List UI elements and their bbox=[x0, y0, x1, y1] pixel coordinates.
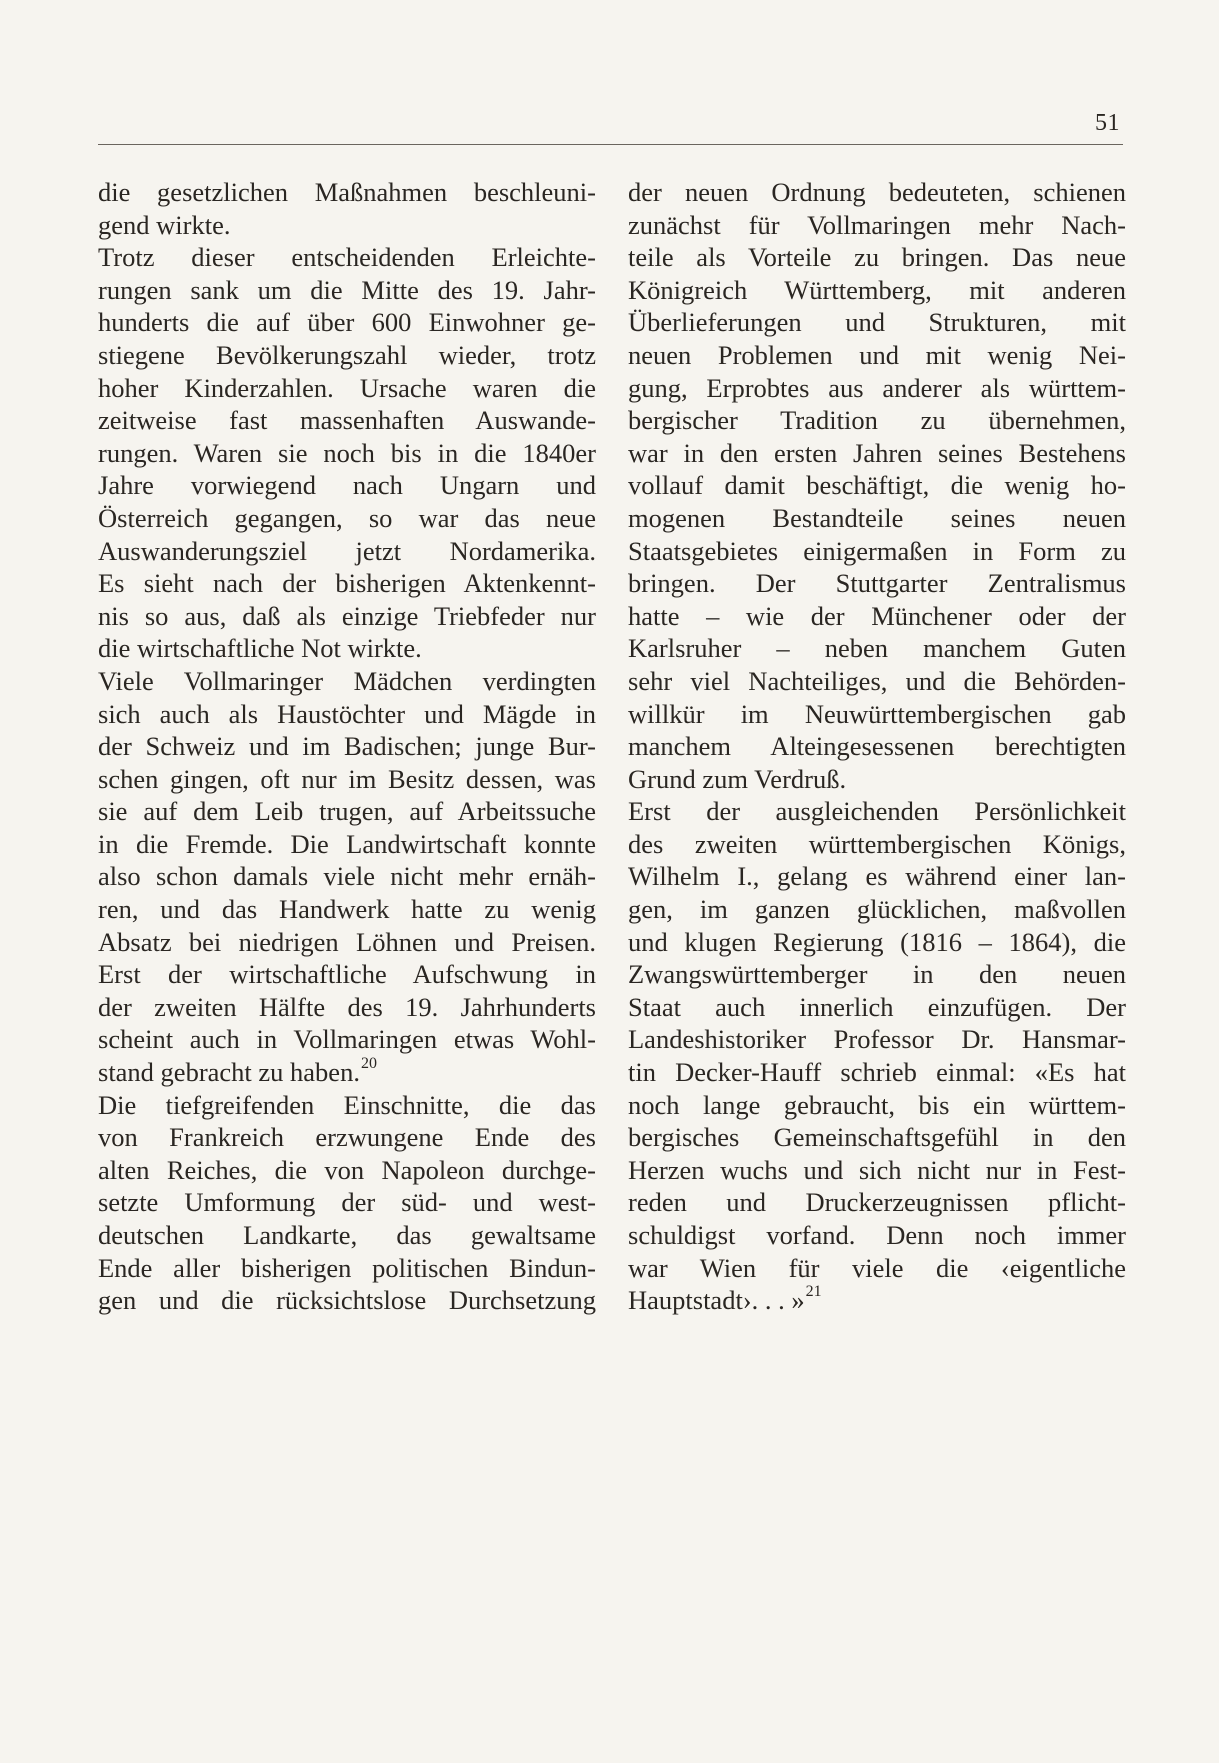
text-line: hunderts die auf über 600 Einwohner ge- bbox=[98, 307, 596, 338]
text-line: zeitweise fast massenhaften Auswande- bbox=[98, 405, 596, 436]
text-line: stand gebracht zu haben.$^{20}$ bbox=[98, 1055, 377, 1088]
text-line: Herzen wuchs und sich nicht nur in Fest- bbox=[628, 1154, 1126, 1185]
text-line: Karlsruher – neben manchem Guten bbox=[628, 633, 1126, 664]
text-line: Die tiefgreifenden Einschnitte, die das bbox=[98, 1089, 596, 1120]
text-line: Wilhelm I., gelang es während einer lan- bbox=[628, 861, 1126, 892]
text-line: zunächst für Vollmaringen mehr Nach- bbox=[628, 209, 1126, 240]
text-line: Viele Vollmaringer Mädchen verdingten bbox=[98, 665, 596, 696]
text-line: bergisches Gemeinschaftsgefühl in den bbox=[628, 1122, 1126, 1153]
text-line: sie auf dem Leib trugen, auf Arbeitssuche bbox=[98, 796, 596, 827]
text-line: des zweiten württembergischen Königs, bbox=[628, 828, 1126, 859]
text-line: und klugen Regierung (1816 – 1864), die bbox=[628, 926, 1126, 957]
text-line: hoher Kinderzahlen. Ursache waren die bbox=[98, 372, 596, 403]
text-line: bergischer Tradition zu übernehmen, bbox=[628, 405, 1126, 436]
text-line: Absatz bei niedrigen Löhnen und Preisen. bbox=[98, 926, 596, 957]
text-line: mogenen Bestandteile seines neuen bbox=[628, 502, 1126, 533]
text-line: gend wirkte. bbox=[98, 209, 231, 240]
text-line: Jahre vorwiegend nach Ungarn und bbox=[98, 470, 596, 501]
text-line: neuen Problemen und mit wenig Nei- bbox=[628, 339, 1126, 370]
text-line: stiegene Bevölkerungszahl wieder, trotz bbox=[98, 339, 596, 370]
paragraph bbox=[628, 795, 1126, 1317]
text-line: Grund zum Verdruß. bbox=[628, 763, 847, 794]
text-line: alten Reiches, die von Napoleon durchge- bbox=[98, 1154, 596, 1185]
text-line: sich auch als Haustöchter und Mägde in bbox=[98, 698, 596, 729]
text-line: Ende aller bisherigen politischen Bindun- bbox=[98, 1252, 596, 1283]
left-column bbox=[98, 176, 596, 1317]
text-line: gen und die rücksichtslose Durchsetzung bbox=[98, 1285, 596, 1316]
text-line: war in den ersten Jahren seines Bestehens bbox=[628, 437, 1126, 468]
text-line: hatte – wie der Münchener oder der bbox=[628, 600, 1126, 631]
text-line: war Wien für viele die ‹eigentliche bbox=[628, 1252, 1126, 1283]
text-line: die wirtschaftliche Not wirkte. bbox=[98, 633, 422, 664]
text-line: schen gingen, oft nur im Besitz dessen, was bbox=[98, 763, 596, 794]
text-line: der neuen Ordnung bedeuteten, schienen bbox=[628, 177, 1126, 207]
text-line: sehr viel Nachteiliges, und die Behörden- bbox=[628, 665, 1126, 696]
text-line: reden und Druckerzeugnissen pflicht- bbox=[628, 1187, 1126, 1218]
text-line: Staat auch innerlich einzufügen. Der bbox=[628, 991, 1126, 1022]
text-line: der Schweiz und im Badischen; junge Bur- bbox=[98, 731, 596, 762]
paragraph bbox=[98, 241, 596, 665]
text-line: deutschen Landkarte, das gewaltsame bbox=[98, 1220, 596, 1250]
text-line: vollauf damit beschäftigt, die wenig ho- bbox=[628, 470, 1126, 501]
paragraph bbox=[98, 665, 596, 1089]
text-line: gung, Erprobtes aus anderer als württem- bbox=[628, 372, 1126, 403]
text-line: also schon damals viele nicht mehr ernäh- bbox=[98, 861, 596, 892]
text-line: rungen sank um die Mitte des 19. Jahr- bbox=[98, 274, 596, 305]
text-line: Hauptstadt›. . . »$^{21}$ bbox=[628, 1283, 822, 1316]
text-line: Erst der wirtschaftliche Aufschwung in bbox=[98, 959, 596, 990]
text-line: der zweiten Hälfte des 19. Jahrhunderts bbox=[98, 991, 596, 1022]
text-line: tin Decker-Hauff schrieb einmal: «Es hat bbox=[628, 1057, 1126, 1088]
text-line: Erst der ausgleichenden Persönlichkeit bbox=[628, 796, 1126, 827]
text-line: Trotz dieser entscheidenden Erleichte- bbox=[98, 242, 596, 273]
header-rule bbox=[98, 144, 1123, 145]
text-line: Staatsgebietes einigermaßen in Form zu bbox=[628, 535, 1126, 566]
text-line: schuldigst vorfand. Denn noch immer bbox=[628, 1220, 1126, 1250]
text-line: bringen. Der Stuttgarter Zentralismus bbox=[628, 568, 1126, 599]
text-line: die gesetzlichen Maßnahmen beschleuni- bbox=[98, 177, 596, 207]
text-line: Königreich Württemberg, mit anderen bbox=[628, 274, 1126, 305]
text-line: willkür im Neuwürttembergischen gab bbox=[628, 698, 1126, 729]
text-line: Überlieferungen und Strukturen, mit bbox=[628, 307, 1126, 338]
text-line: manchem Alteingesessenen berechtigten bbox=[628, 731, 1126, 762]
footnote-marker: 20 bbox=[360, 1055, 377, 1073]
paragraph bbox=[98, 176, 596, 241]
text-line: setzte Umformung der süd- und west- bbox=[98, 1187, 596, 1218]
text-line: ren, und das Handwerk hatte zu wenig bbox=[98, 894, 596, 925]
text-line: Landeshistoriker Professor Dr. Hansmar- bbox=[628, 1024, 1126, 1055]
text-line: teile als Vorteile zu bringen. Das neue bbox=[628, 242, 1126, 273]
right-column bbox=[628, 176, 1126, 1317]
paragraph bbox=[98, 1089, 596, 1317]
text-line: scheint auch in Vollmaringen etwas Wohl- bbox=[98, 1024, 596, 1055]
text-line: Auswanderungsziel jetzt Nordamerika. bbox=[98, 535, 596, 566]
footnote-marker: 21 bbox=[805, 1283, 822, 1301]
text-line: Es sieht nach der bisherigen Aktenkennt- bbox=[98, 568, 596, 599]
text-line: noch lange gebraucht, bis ein württem- bbox=[628, 1089, 1126, 1120]
text-line: Österreich gegangen, so war das neue bbox=[98, 502, 596, 533]
text-line: von Frankreich erzwungene Ende des bbox=[98, 1122, 596, 1153]
text-line: rungen. Waren sie noch bis in die 1840er bbox=[98, 437, 596, 468]
text-line: nis so aus, daß als einzige Triebfeder nur bbox=[98, 600, 596, 631]
text-line: gen, im ganzen glücklichen, maßvollen bbox=[628, 894, 1126, 925]
text-line: in die Fremde. Die Landwirtschaft konnte bbox=[98, 828, 596, 859]
page-number: 51 bbox=[1095, 110, 1120, 136]
text-line: Zwangswürttemberger in den neuen bbox=[628, 959, 1126, 990]
paragraph bbox=[628, 176, 1126, 795]
